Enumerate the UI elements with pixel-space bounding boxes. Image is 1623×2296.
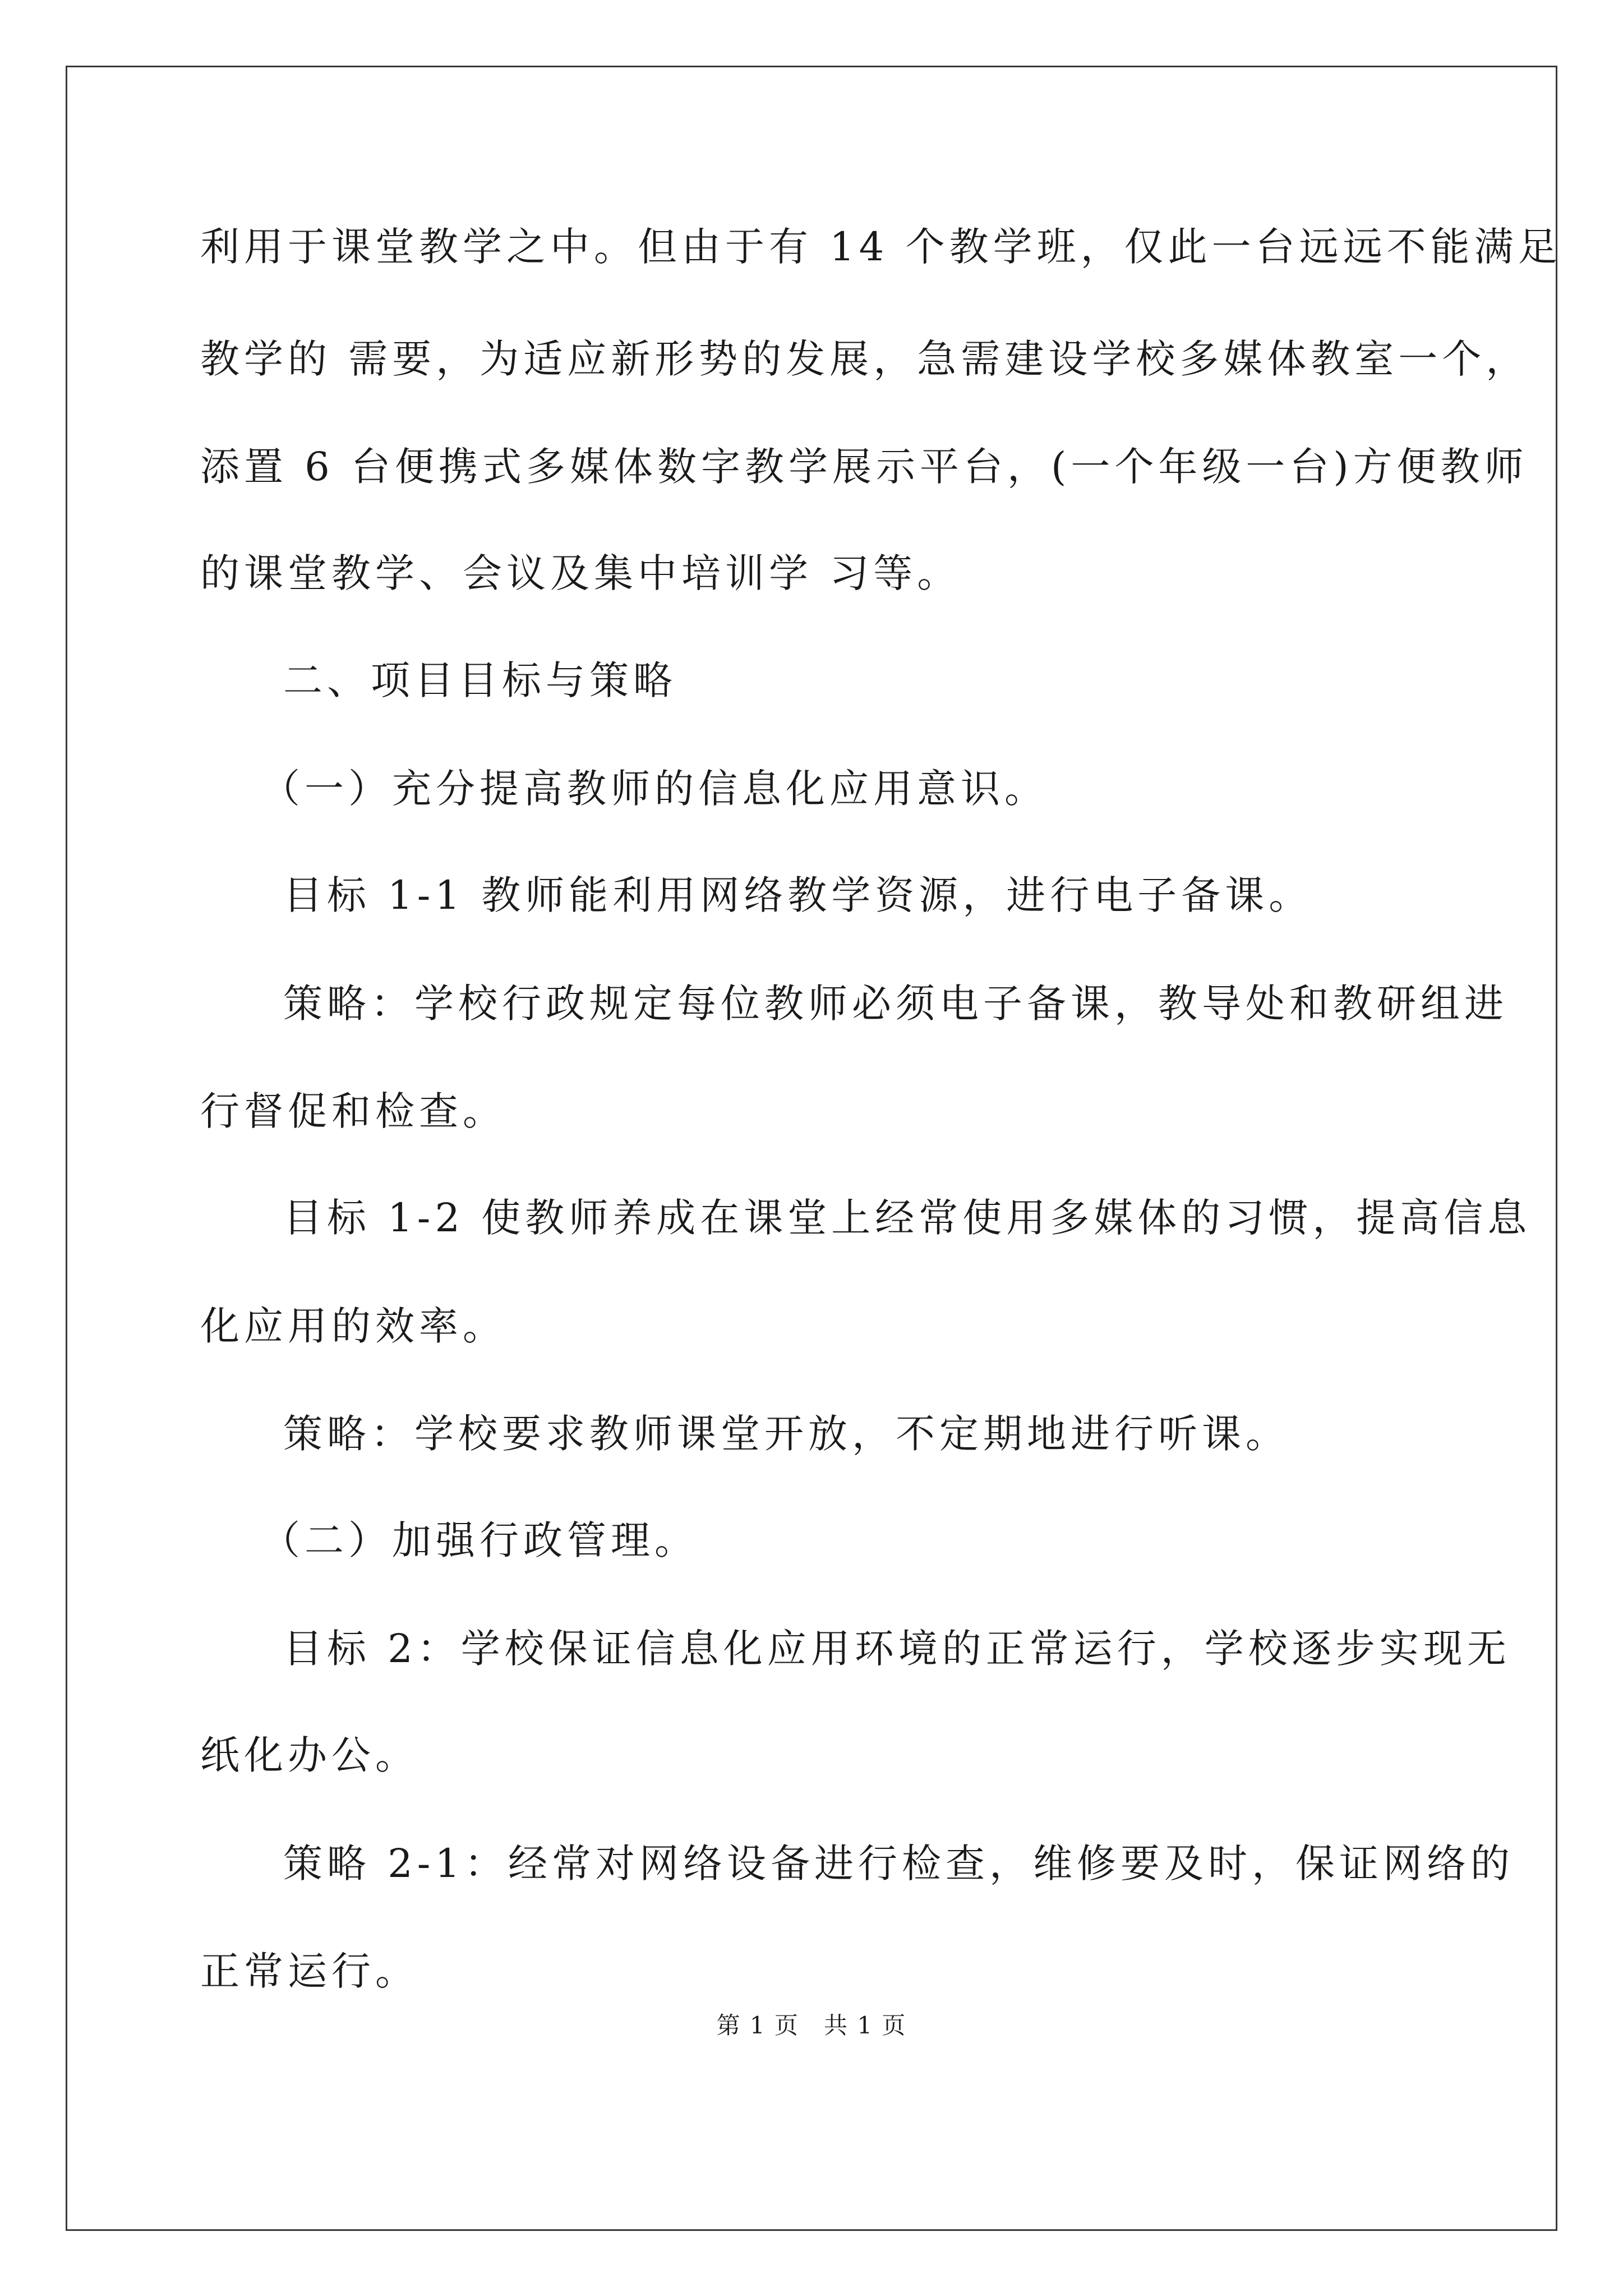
subsection-heading-1: （一）充分提高教师的信息化应用意识。 (261, 766, 1048, 812)
page-footer: 第 1 页 共 1 页 (716, 2012, 907, 2039)
subsection-heading-2: （二）加强行政管理。 (261, 1517, 698, 1563)
text-line-7: 目标 1-1 教师能利用网络教学资源，进行电子备课。 (283, 872, 1313, 918)
text-line-16: 策略 2-1：经常对网络设备进行检查，维修要及时，保证网络的 (283, 1841, 1514, 1887)
text-line-2: 教学的 需要，为适应新形势的发展，急需建设学校多媒体教室一个， (200, 336, 1530, 382)
text-line-17: 正常运行。 (200, 1948, 419, 1994)
text-line-8: 策略：学校行政规定每位教师必须电子备课，教导处和教研组进 (283, 981, 1508, 1027)
text-line-15: 纸化办公。 (200, 1732, 419, 1778)
text-line-12: 策略：学校要求教师课堂开放，不定期地进行听课。 (283, 1411, 1289, 1457)
text-line-9: 行督促和检查。 (200, 1088, 506, 1134)
section-heading: 二、项目目标与策略 (283, 657, 677, 703)
page-border (66, 66, 1557, 2231)
text-line-3: 添置 6 台便携式多媒体数字教学展示平台，(一个年级一台)方便教师 (200, 444, 1528, 490)
text-line-11: 化应用的效率。 (200, 1303, 506, 1349)
text-line-4: 的课堂教学、会议及集中培训学 习等。 (200, 550, 961, 596)
text-line-14: 目标 2：学校保证信息化应用环境的正常运行，学校逐步实现无 (283, 1626, 1511, 1672)
text-line-1: 利用于课堂教学之中。但由于有 14 个教学班，仅此一台远远不能满足 (200, 224, 1562, 270)
text-line-10: 目标 1-2 使教师养成在课堂上经常使用多媒体的习惯，提高信息 (283, 1195, 1532, 1241)
